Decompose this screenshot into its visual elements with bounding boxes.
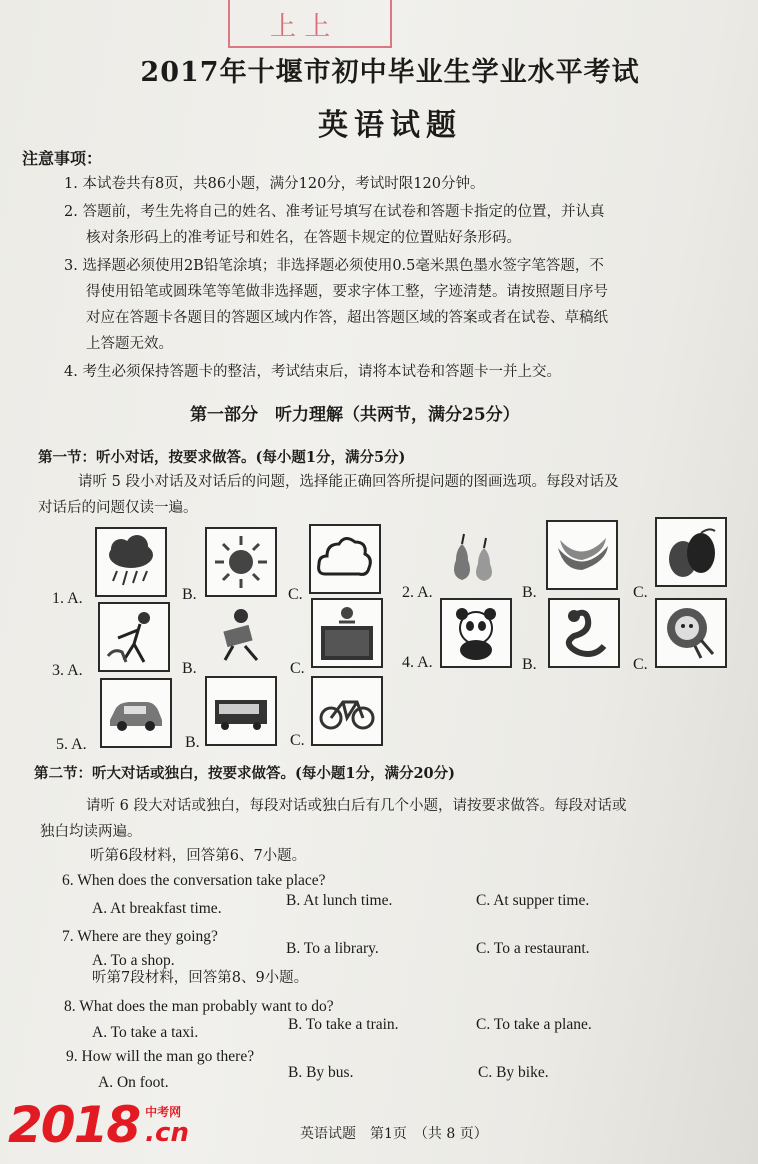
bicycle-icon [311,676,383,746]
plums-icon [655,517,727,587]
q8-option-b: B. To take a train. [288,1016,399,1033]
q1-option-b-label: B. [182,586,197,603]
bananas-icon [546,520,618,590]
rain-cloud-icon [95,527,167,597]
notice-line: 1. 本试卷共有8页，共86小题，满分120分，考试时限120分钟。 [64,176,485,192]
notice-line: 得使用铅笔或圆珠笔等笔做非选择题，要求字体工整，字迹清楚。请按照题目序号 [86,284,608,300]
notice-line: 上答题无效。 [86,336,173,352]
q8-option-a: A. To take a taxi. [92,1024,199,1041]
material-7-note: 听第7段材料，回答第8、9小题。 [92,970,309,986]
exam-title: 2017年十堰市初中毕业生学业水平考试 [140,57,640,88]
q7-option-a: A. To a shop. [92,952,175,969]
notice-line: 3. 选择题必须使用2B铅笔涂填；非选择题必须使用0.5毫米黑色墨水签字笔答题，不 [64,258,604,274]
q8-option-c: C. To take a plane. [476,1016,592,1033]
notice-line: 对应在答题卡各题目的答题区域内作答，超出答题区域的答案或者在试卷、草稿纸 [86,310,608,326]
part-title: 第一部分 听力理解（共两节，满分25分） [190,405,520,425]
q4-label: 4. A. [402,654,433,671]
panda-icon [440,598,512,668]
q5-option-c-label: C. [290,732,305,749]
notice-line: 4. 考生必须保持答题卡的整洁，考试结束后，请将本试卷和答题卡一并上交。 [64,364,561,380]
q3-option-b-label: B. [182,660,197,677]
cloud-icon [309,524,381,594]
section1-instruction: 对话后的问题仅读一遍。 [38,500,198,516]
sun-icon [205,527,277,597]
q2-option-b-label: B. [522,584,537,601]
section2-heading: 第二节：听大对话或独白，按要求做答。(每小题1分，满分20分) [34,765,455,782]
notice-line: 核对条形码上的准考证号和姓名，在答题卡规定的位置贴好条形码。 [86,230,521,246]
q4-option-b-label: B. [522,656,537,673]
q6-option-c: C. At supper time. [476,892,590,909]
pears-icon [438,520,510,590]
q7-option-c: C. To a restaurant. [476,940,590,957]
question-8: 8. What does the man probably want to do? [64,998,334,1015]
q5-option-b-label: B. [185,734,200,751]
red-stamp [228,0,392,48]
q7-option-b: B. To a library. [286,940,379,957]
section1-heading: 第一节：听小对话，按要求做答。(每小题1分，满分5分) [38,449,406,466]
section2-instruction: 请听 6 段大对话或独白，每段对话或独白后有几个小题，请按要求做答。每段对话或 [86,798,627,814]
watermark-logo [8,1096,189,1154]
person-walking-dog-icon [98,602,170,672]
q3-option-c-label: C. [290,660,305,677]
q4-option-c-label: C. [633,656,648,673]
q6-option-a: A. At breakfast time. [92,900,222,917]
bus-icon [205,676,277,746]
q9-option-c: C. By bike. [478,1064,549,1081]
notice-line: 2. 答题前，考生先将自己的姓名、准考证号填写在试卷和答题卡指定的位置，并认真 [64,204,605,220]
exam-subtitle: 英语试题 [318,108,462,143]
page-footer: 英语试题 第1页 （共 8 页） [300,1126,488,1142]
person-reading-icon [205,600,277,670]
q5-label: 5. A. [56,736,87,753]
person-watching-tv-icon [311,598,383,668]
q3-label: 3. A. [52,662,83,679]
question-7: 7. Where are they going? [62,928,218,945]
q1-label: 1. A. [52,590,83,607]
q6-option-b: B. At lunch time. [286,892,393,909]
stamp-mark: 上 上 [270,12,331,42]
question-6: 6. When does the conversation take place? [62,872,326,889]
car-icon [100,678,172,748]
q9-option-b: B. By bus. [288,1064,354,1081]
watermark-site-name: 中考网 [145,1105,182,1119]
question-9: 9. How will the man go there? [66,1048,255,1065]
q9-option-a: A. On foot. [98,1074,169,1091]
q1-option-c-label: C. [288,586,303,603]
watermark-domain: .cn [145,1118,189,1148]
q2-label: 2. A. [402,584,433,601]
section2-instruction: 独白均读两遍。 [40,824,142,840]
lion-icon [655,598,727,668]
snake-icon [548,598,620,668]
section1-instruction: 请听 5 段小对话及对话后的问题，选择能正确回答所提问题的图画选项。每段对话及 [78,474,619,490]
watermark-number: 2018 [8,1096,140,1154]
notice-heading: 注意事项： [22,149,103,168]
q2-option-c-label: C. [633,584,648,601]
material-6-note: 听第6段材料，回答第6、7小题。 [90,848,307,864]
